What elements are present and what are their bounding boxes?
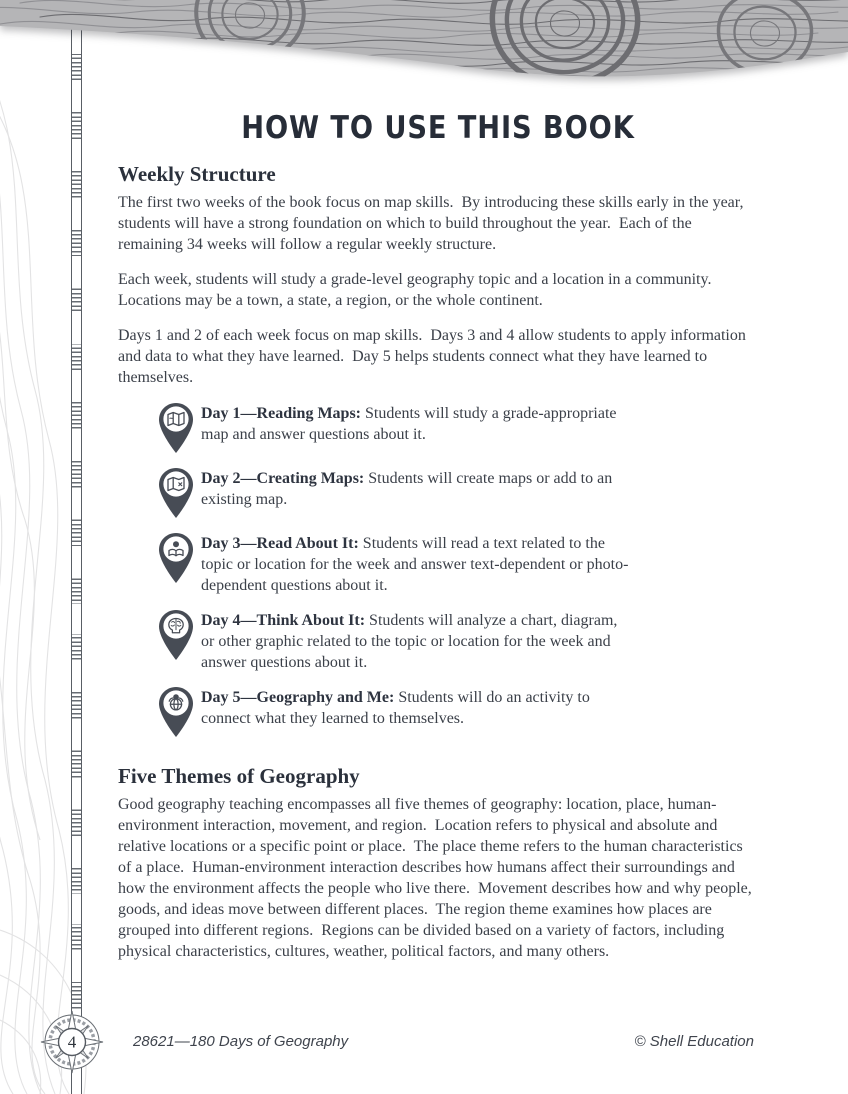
footer-book-title: 28621—180 Days of Geography	[133, 1033, 349, 1050]
day-2-label: Day 2—Creating Maps:	[201, 470, 365, 487]
day-4-description: Students will analyze a chart, diagram, or other graphic related to the topic or location for the week and answer questions about it.	[201, 612, 618, 671]
day-3-label: Day 3—Read About It:	[201, 535, 359, 552]
day-4-row	[118, 609, 758, 673]
day-3-description: Students will read a text related to the topic or location for the week and answer text-dependent or photo-dependent questions about it.	[201, 535, 629, 594]
geography-and-me-pin-icon	[157, 686, 195, 738]
read-about-it-pin-icon	[157, 532, 195, 584]
surveyor-tape-graphic	[71, 24, 82, 1094]
day-4-text	[201, 610, 631, 673]
day-3-text	[201, 533, 631, 596]
day-1-description: Students will study a grade-appropriate map and answer questions about it.	[201, 405, 617, 443]
think-about-it-pin-icon	[157, 609, 195, 661]
day-2-row	[118, 467, 758, 519]
day-1-text	[201, 403, 631, 445]
day-4-label: Day 4—Think About It:	[201, 612, 366, 629]
weekly-paragraph-2: Each week, students will study a grade-level geography topic and a location in a community. Locations may be a town, a state, a region, or the whole continent.	[118, 271, 720, 309]
day-5-description: Students will do an activity to connect what they learned to themselves.	[201, 689, 590, 727]
themes-paragraph: Good geography teaching encompasses all five themes of geography: location, place, human-environment interaction, movement, and region. Location refers to physical and absolute and relative locations or a specific point or place. The place theme refers to the human characteristics of a place. Human-environment interaction describes how humans affect their surroundings and how the environment affects the people who live there. Movement describes how and why people, goods, and ideas move between different places. The region theme examines how places are grouped into different regions. Regions can be divided based on a variety of factors, including physical characteristics, cultures, weather, political factors, and many others.	[118, 796, 756, 960]
page-number: 4	[67, 1032, 77, 1052]
day-3-row	[118, 532, 758, 596]
reading-maps-pin-icon	[157, 402, 195, 454]
creating-maps-pin-icon	[157, 467, 195, 519]
content-column	[118, 110, 758, 976]
day-2-text	[201, 468, 631, 510]
footer-publisher: © Shell Education	[634, 1033, 754, 1050]
weekly-paragraph-1: The first two weeks of the book focus on map skills. By introducing these skills early in the year, students will have a strong foundation on which to build throughout the year. Each of the remaining 34 weeks will follow a regular weekly structure.	[118, 194, 748, 253]
day-1-label: Day 1—Reading Maps:	[201, 405, 362, 422]
compass-rose-page-number	[40, 1010, 104, 1074]
day-5-label: Day 5—Geography and Me:	[201, 689, 395, 706]
day-1-row	[118, 402, 758, 454]
five-themes-heading: Five Themes of Geography	[118, 764, 360, 788]
weekly-paragraph-3: Days 1 and 2 of each week focus on map skills. Days 3 and 4 allow students to apply information and data to what they have learned. Day 5 helps students connect what they have learned to themselves.	[118, 327, 750, 386]
day-5-text	[201, 687, 631, 729]
day-2-description: Students will create maps or add to an existing map.	[201, 470, 613, 508]
day-5-row	[118, 686, 758, 738]
page-title: HOW TO USE THIS BOOK	[241, 110, 635, 146]
weekly-structure-heading: Weekly Structure	[118, 162, 276, 186]
